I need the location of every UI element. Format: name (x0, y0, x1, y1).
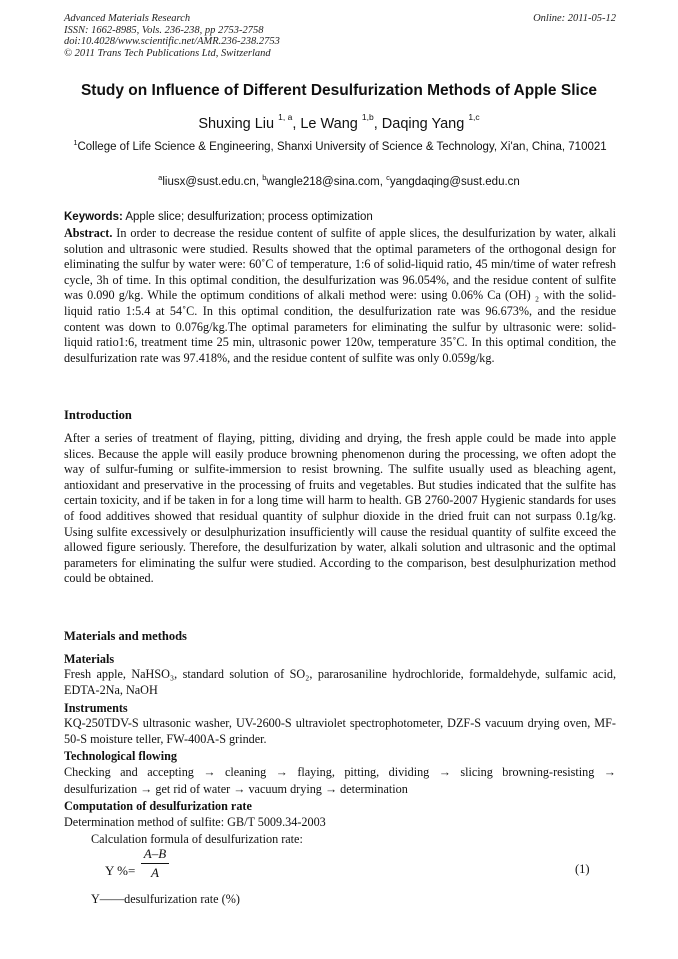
subheading-instruments: Instruments (64, 701, 128, 715)
subheading-materials: Materials (64, 652, 115, 666)
keywords-text: Apple slice; desulfurization; process optimization (122, 211, 373, 223)
section-heading-methods: Materials and methods (64, 629, 187, 643)
keywords-label: Keywords: (64, 211, 123, 223)
introduction-text: After a series of treatment of flaying, pitting, dividing and drying, the fresh apple could be made into apple slices. Because the apple will easily produce browning phenomenon during the processing, we often adopt the way of sulfur-fuming or sulfite-immersion to resist browning. The sulfite usually used as bleaching agent, antioxidant and preservative in the processing of fruits and vegetables. But studies indicated that the sulfite has certain toxicity, and if be taken in for a long time will harm to health. GB 2760-2007 Hygienic standards for uses of food additives showed that residual quantity of sulphur dioxide in the dried fruit can not surpass 0.1g/kg. Using sulfite excessively or desulphurization insufficiently will cause the residual quantity of sulfite exceed the allowed figure seriously. Therefore, the desulfurization by water, alkali solution and ultrasonic and the optimal parameters for eliminating the sulfur were studied. According to the comparison, best desulphurization method could be obtained. (64, 431, 616, 586)
calculation-formula-label: Calculation formula of desulfurization rate: (91, 832, 303, 846)
formula-lhs: Y %= (105, 863, 136, 878)
author-name: , Daqing Yang (373, 116, 465, 132)
abstract (64, 226, 616, 366)
copyright-line: © 2011 Trans Tech Publications Ltd, Switzerland (64, 47, 271, 59)
determination-method: Determination method of sulfite: GB/T 5009.34-2003 (64, 815, 326, 829)
formula-denominator: A (151, 865, 159, 880)
author-list (0, 112, 678, 132)
flow-line-2: desulfurization → get rid of water → vacuum drying → determination (64, 782, 408, 796)
email-link[interactable]: liusx@sust.edu.cn, (162, 176, 263, 188)
author-name: Shuxing Liu (198, 116, 275, 132)
online-date: Online: 2011-05-12 (533, 13, 616, 24)
affiliation (64, 140, 616, 154)
email-list (0, 173, 678, 188)
formula-numerator: A–B (141, 846, 169, 864)
abstract-label: Abstract. (64, 226, 113, 240)
author-name: , Le Wang (292, 116, 358, 132)
journal-name: Advanced Materials Research (64, 13, 191, 24)
subheading-computation: Computation of desulfurization rate (64, 799, 252, 813)
email-link[interactable]: wangle218@sina.com, (266, 176, 387, 188)
paper-title: Study on Influence of Different Desulfurization Methods of Apple Slice (80, 82, 598, 99)
equation-number: (1) (575, 862, 590, 876)
email-link[interactable]: yangdaqing@sust.edu.cn (389, 176, 520, 188)
abstract-text: In order to decrease the residue content of sulfite of apple slices, the desulfurization by water, alkali solution and ultrasonic were studied. Results showed that the optimal parameters of the orthogonal design for eliminating the sulfur by water were: 60˚C of temperature, 1:6 of solid-liquid ratio, 45 min/time of water refresh cycle, 3h of time. In this optimal condition, the desulfurization was 96.054%, and the residue content of sulfite was 0.090 g/kg. While the optimum conditions of alkali method were: using 0.06% Ca (OH) ₂ with the solid-liquid ratio 1:5.4 at 54˚C. In this optimal condition, the desulfurization rate was 96.673%, and the residue content was down to 0.076g/kg.The optimal parameters for eliminating the sulfur by ultrasonic were: solid-liquid ratio1:6, treatment time 25 min, ultrasonic power 120w, temperature 35˚C. In this optimal condition, the desulfurization rate was 97.418%, and the residue content of sulfite was only 0.059g/kg. (64, 226, 616, 365)
keywords (64, 211, 616, 223)
journal-header (64, 13, 616, 59)
formula-fraction (141, 846, 169, 881)
affiliation-text: College of Life Science & Engineering, Shanxi University of Science & Technology, Xi'an, China, 710021 (77, 141, 607, 153)
email-sup: a (158, 173, 163, 183)
author-sup: 1, a (278, 112, 293, 123)
author-sup: 1,b (361, 112, 374, 123)
flow-line-1: Checking and accepting → cleaning → flaying, pitting, dividing → slicing browning-resisting → (64, 765, 616, 779)
doi-line: doi:10.4028/www.scientific.net/AMR.236-238.2753 (64, 36, 280, 47)
instruments-text: KQ-250TDV-S ultrasonic washer, UV-2600-S ultraviolet spectrophotometer, DZF-S vacuum drying oven, MF-50-S moisture teller, FW-400A-S grinder. (64, 716, 616, 746)
y-definition: Y——desulfurization rate (%) (91, 892, 240, 906)
section-heading-introduction: Introduction (64, 408, 132, 422)
email-sup: b (262, 173, 267, 183)
author-sup: 1,c (468, 112, 480, 123)
materials-text: Fresh apple, NaHSO₃, standard solution of SO₂, pararosaniline hydrochloride, formaldehyde, sulfamic acid, EDTA-2Na, NaOH (64, 667, 616, 697)
subheading-technological-flowing: Technological flowing (64, 749, 177, 763)
issn-line: ISSN: 1662-8985, Vols. 236-238, pp 2753-2758 (64, 24, 264, 36)
affiliation-sup: 1 (73, 138, 78, 148)
email-sup: c (386, 173, 390, 183)
